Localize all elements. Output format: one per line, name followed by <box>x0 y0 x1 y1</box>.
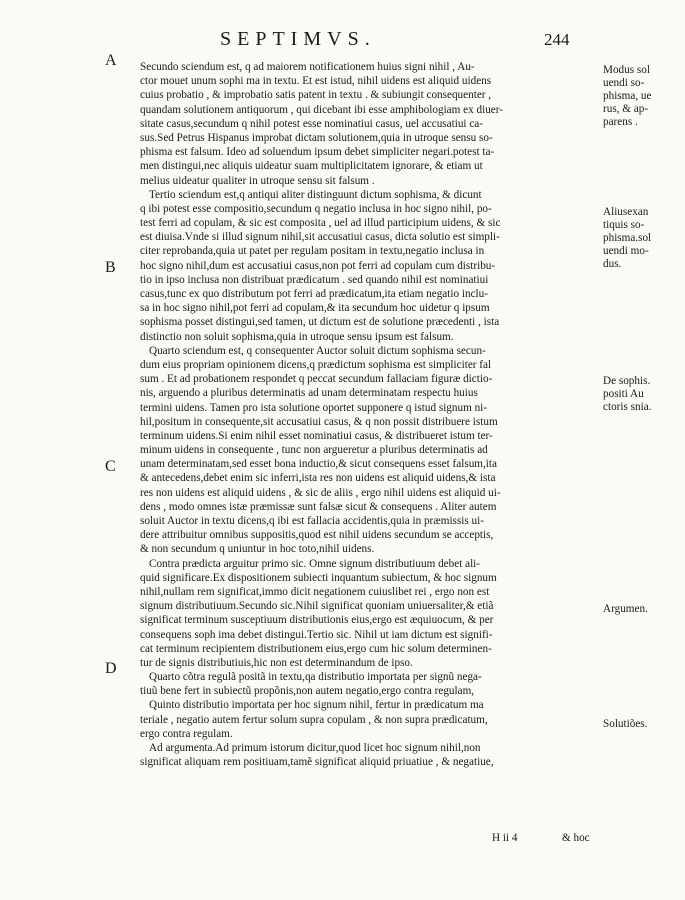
text-line: Tertio sciendum est,q antiqui aliter distinguunt dictum sophisma, & dicunt <box>149 188 482 201</box>
text-line: teriale , negatio autem fertur solum supra copulam , & non supra prædicatum, <box>140 713 488 726</box>
text-line: phisma est falsum. Ideo ad soluendum ipsum debet simpliciter negari.potest ta- <box>140 146 495 159</box>
text-line: tiuũ bene fert in subiectũ propõnis,non autem negatio,ergo contra regulam, <box>140 685 475 698</box>
text-line: unam determinatam,sed esset bona inductio,& sicut consequens esset falsum,ita <box>140 458 497 471</box>
section-letter-a: A <box>105 52 117 69</box>
text-line: & non secundum q uniuntur in hoc toto,nihil uidens. <box>140 543 375 556</box>
margin-note-solutiones <box>603 718 681 731</box>
running-title: SEPTIMVS. <box>220 28 376 50</box>
margin-note-line: Aliusexan <box>603 206 649 218</box>
main-text-block <box>140 60 596 769</box>
margin-note-line: Solutiões. <box>603 718 648 730</box>
margin-note-line: dus. <box>603 258 622 270</box>
catchword: & hoc <box>562 832 590 844</box>
text-line: nis, arguendo a pluribus determinatis ad unam determinatam respectu huius <box>140 387 478 400</box>
margin-note-line: positi Au <box>603 388 644 400</box>
margin-note-modus <box>603 64 681 129</box>
text-line: significat aliquam rem positiuam,tamẽ significat aliquid priuatiue , & negatiue, <box>140 756 494 769</box>
text-line: ctor mouet unum sophi ma in textu. Et est istud, nihil uidens est aliquid uidens <box>140 75 492 88</box>
text-line: cat terminum recipientem distributionem eius,ergo cum hic solum determinen- <box>140 642 492 655</box>
margin-note-line: rus, & ap- <box>603 103 649 115</box>
text-line: sum . Et ad probationem respondet q peccat secundum fallaciam figuræ dictio- <box>140 373 493 386</box>
text-line: q ibi potest esse compositio,secundum q negatio inclusa in hoc signo nihil, po- <box>140 202 492 215</box>
margin-note-line: phisma.sol <box>603 232 652 244</box>
text-line: Quarto sciendum est, q consequenter Auctor soluit dictum sophisma secun- <box>149 344 486 357</box>
margin-note-line: uendi mo- <box>603 245 649 257</box>
text-line: termini uidens. Tamen pro ista solutione oportet supponere q istud signum ni- <box>140 401 488 414</box>
text-line: test ferri ad copulam, & sic est composita , uel ad illud participium uidens, & sic <box>140 217 501 230</box>
text-line: sa in hoc signo nihil,pot ferri ad copulam,& ita secundum hoc uidetur q ipsum <box>140 302 490 315</box>
text-line: signum distributiuum.Secundo sic.Nihil significat quoniam uniuersaliter,& etiã <box>140 600 494 613</box>
text-line: significat terminum susceptiuum distributionis eius,ergo est æquiuocum, & per <box>140 614 494 627</box>
margin-note-aliusexantiquis <box>603 206 681 271</box>
text-line: est diuisa.Vnde si illud signum nihil,sit accusatiui casus, dicta solutio est simpli- <box>140 231 500 244</box>
margin-note-argumenta <box>603 603 681 616</box>
text-line: casus,tunc ex quo distributum pot ferri ad prædicatum,ita etiam negatio inclu- <box>140 288 488 300</box>
margin-note-line: De sophis. <box>603 375 651 387</box>
text-line: tur de signis distributiuis,hic non est determinandum de ipso. <box>140 656 413 669</box>
text-line: sus.Sed Petrus Hispanus improbat dictam solutionem,quia in utroque sensu so- <box>140 131 493 144</box>
text-line: soluit Auctor in textu dicens,q ibi est fallacia accidentis,quia in præmissis ui- <box>140 515 484 527</box>
page-footer <box>0 832 685 848</box>
folio-number: 244 <box>544 30 570 49</box>
text-line: terminum uidens.Si enim nihil esset nominatiui casus, & distribueret istum ter- <box>140 429 493 442</box>
margin-note-desophismate <box>603 375 681 414</box>
text-line: citer reprobanda,quia ut patet per regulam positam in textu,negatio inclusa in <box>140 245 485 258</box>
text-line: minum uidens in consequente , tunc non argueretur a pluribus determinatis ad <box>140 444 488 457</box>
text-line: men distingui,nec aliquis uideatur suam multiplicitatem ignorare, & etiam ut <box>140 160 483 173</box>
text-line: nihil,nullam rem significat,immo dicit negationem cuiuslibet rei , ergo non est <box>140 585 490 598</box>
text-line: dum eius propriam opinionem dicens,q prædictum sophisma est simpliciter fal <box>140 358 492 371</box>
text-line: Quinto distributio importata per hoc signum nihil, fertur in prædicatum ma <box>149 699 484 712</box>
text-line: cuius probatio , & improbatio satis patent in textu . & subiungit consequenter , <box>140 89 492 102</box>
section-letter-b: B <box>105 259 116 276</box>
margin-note-line: parens . <box>603 116 638 128</box>
text-line: Contra prædicta arguitur primo sic. Omne signum distributiuum debet ali- <box>149 557 481 570</box>
text-line: distinctio non soluit sophisma,quia in utroque sensu ipsum est falsum. <box>140 330 454 343</box>
text-line: Ad argumenta.Ad primum istorum dicitur,quod licet hoc signum nihil,non <box>149 742 481 754</box>
margin-note-line: Modus sol <box>603 64 650 76</box>
text-line: quid significare.Ex dispositionem subiecti inquantum subiectum, & hoc signum <box>140 571 497 584</box>
margin-note-line: tiquis so- <box>603 219 645 231</box>
text-line: Secundo sciendum est, q ad maiorem notificationem huius signi nihil , Au- <box>140 61 475 73</box>
text-line: ergo contra regulam. <box>140 727 233 740</box>
text-line: sitate casus,secundum q nihil potest esse nominatiui casus, uel accusatiui ca- <box>140 117 483 130</box>
text-line: & antecedens,debet enim sic inferri,ista res non uidens est aliquid uidens,& ista <box>140 472 496 485</box>
text-line: Quarto cõtra regulã positã in textu,qa distributio importata per signũ nega- <box>149 671 482 684</box>
text-line: consequens soph ima debet distingui.Tertio sic. Nihil ut iam dictum est signifi- <box>140 628 493 641</box>
text-line: tio in ipso inclusa non distribuat prædicatum . sed quando nihil est nominatiui <box>140 273 489 286</box>
text-line: hil,positum in consequente,sit accusatiui casus, & q non possit distribuere istum <box>140 415 498 428</box>
margin-note-line: phisma, ue <box>603 90 652 102</box>
margin-note-line: uendi so- <box>603 77 645 89</box>
margin-note-line: ctoris snia. <box>603 401 652 413</box>
page-header <box>0 28 685 50</box>
text-line: sophisma posset distingui,sed tamen, ut dictum est de solutione præcedenti , ista <box>140 316 500 329</box>
text-line: res non uidens est aliquid uidens , & sic de aliis , ergo nihil uidens est aliquid ui- <box>140 486 501 499</box>
text-line: hoc signo nihil,dum est accusatiui casus,non pot ferri ad copulam cum distribu- <box>140 259 496 272</box>
section-letter-c: C <box>105 458 116 475</box>
signature-mark: H ii 4 <box>492 832 518 844</box>
text-line: quandam solutionem antiquorum , qui dicebant ibi esse amphibologiam ex diuer- <box>140 103 503 116</box>
section-letter-d: D <box>105 660 117 677</box>
text-line: dere attribuitur omnibus suppositis,quod est nihil uidens secundum se acceptis, <box>140 529 494 542</box>
text-line: dens , modo omnes istæ præmissæ sunt falsæ sicut & consequens . Aliter autem <box>140 500 497 513</box>
text-line: melius uideatur qualiter in utroque sensu sit falsum . <box>140 174 375 187</box>
margin-note-line: Argumen. <box>603 603 648 615</box>
